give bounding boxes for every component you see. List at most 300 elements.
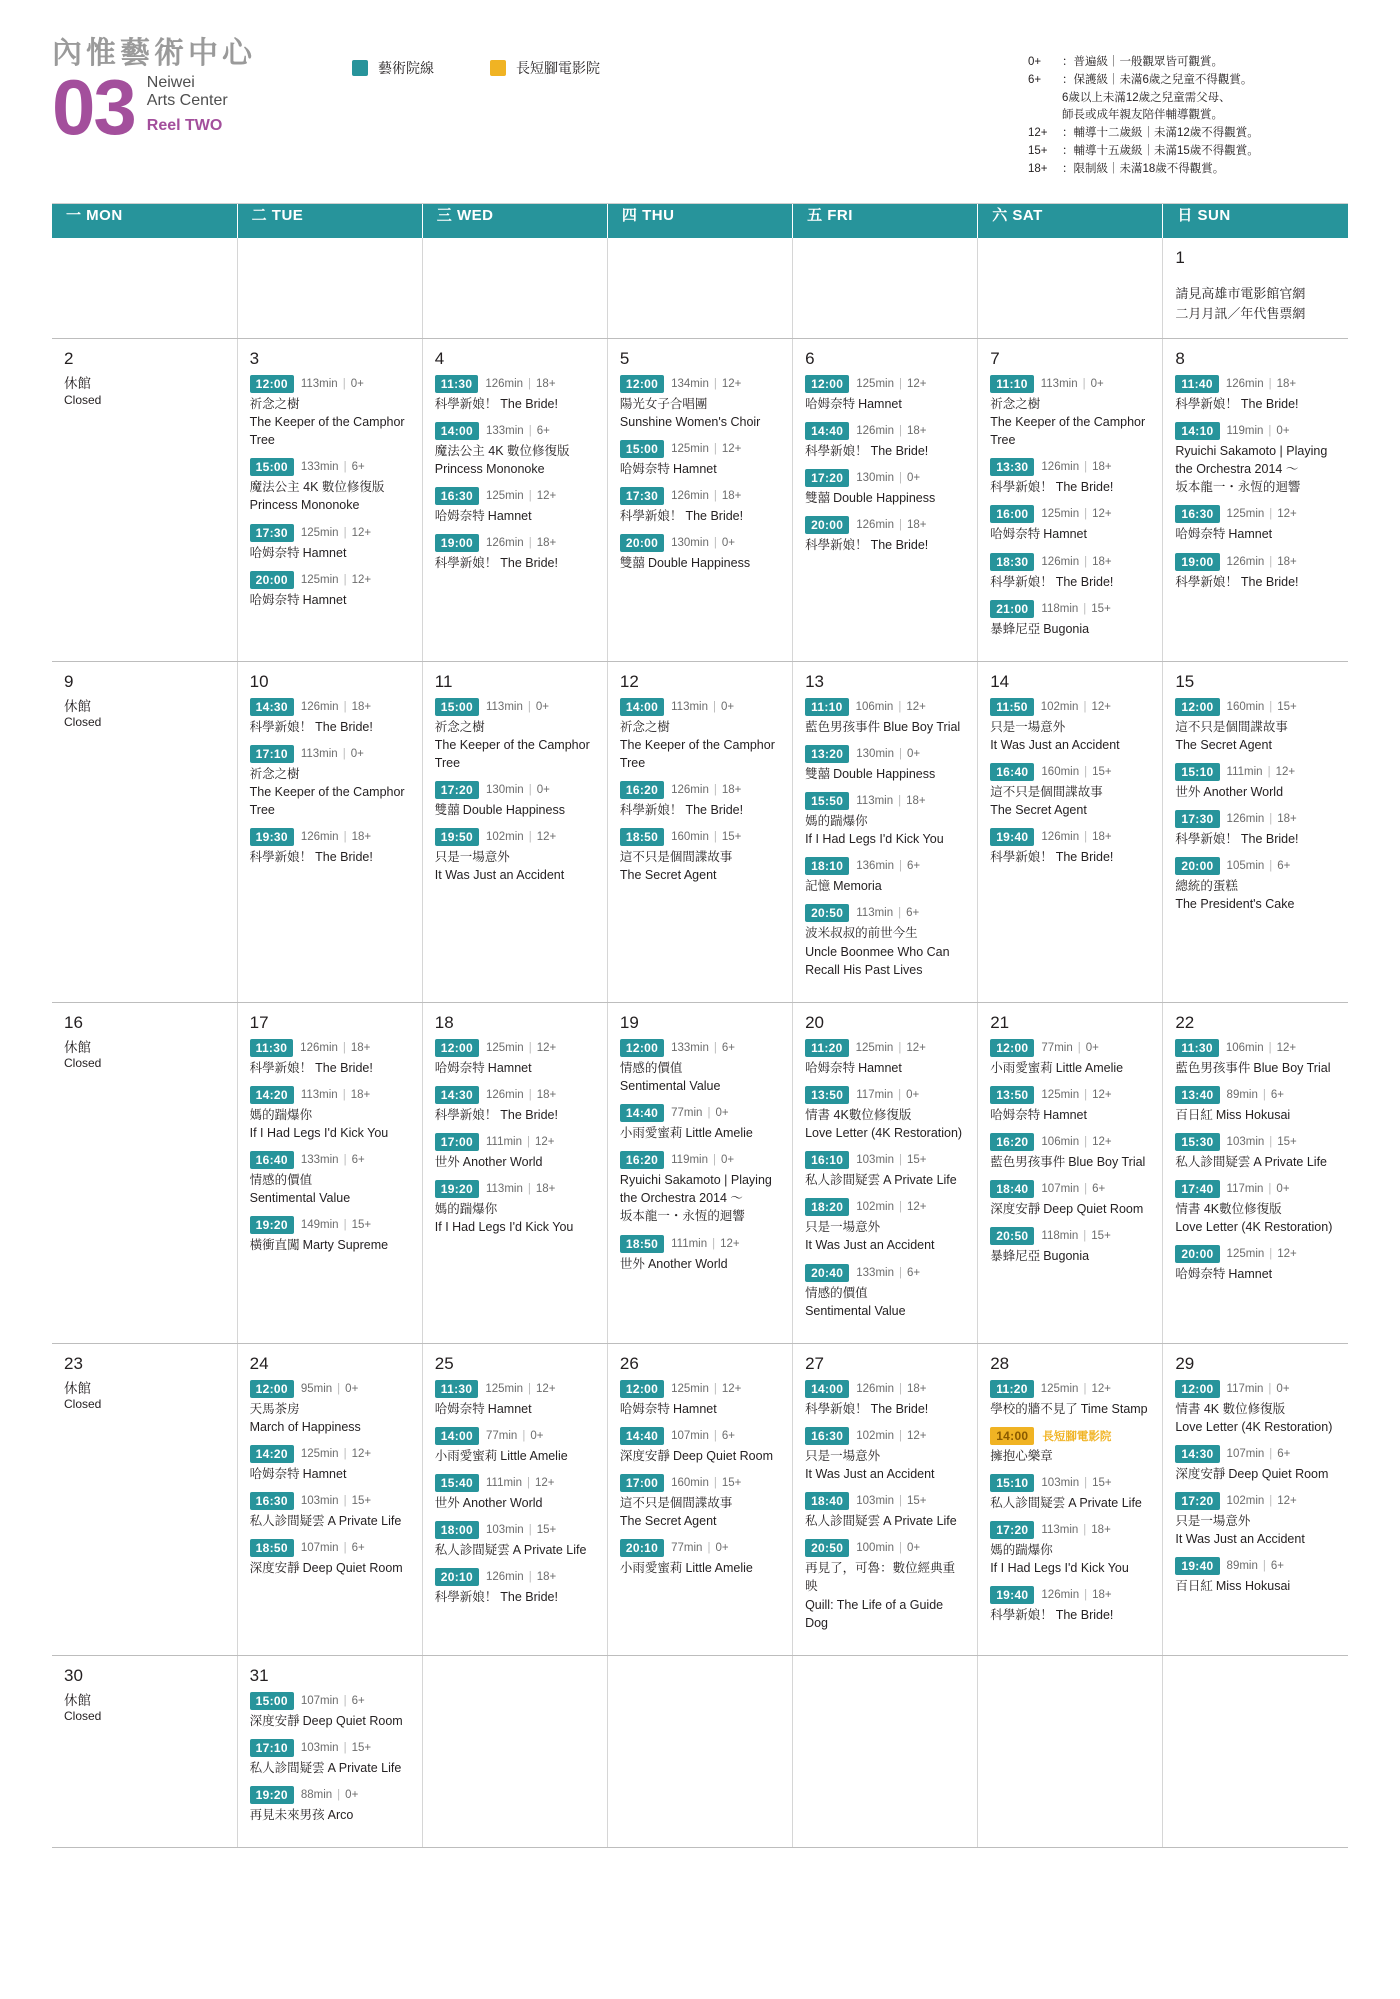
screening-title[interactable] [805,1447,967,1483]
screening-time[interactable]: 20:40 [805,1264,849,1282]
screening-time[interactable]: 15:00 [435,698,479,716]
screening-time[interactable]: 13:30 [990,458,1034,476]
screening-title[interactable] [1175,1265,1338,1283]
screening-title[interactable] [1175,573,1338,591]
screening-title[interactable] [620,1559,782,1577]
screening-entry[interactable] [435,781,597,819]
screening-time[interactable]: 12:00 [990,1039,1034,1057]
screening-entry[interactable] [620,698,782,772]
screening-entry[interactable] [620,487,782,525]
screening-time[interactable]: 16:30 [250,1492,294,1510]
screening-title[interactable] [250,1759,412,1777]
screening-title[interactable] [990,1247,1152,1265]
screening-entry[interactable] [435,1474,597,1512]
screening-time[interactable]: 12:00 [620,1039,664,1057]
screening-entry[interactable] [620,1104,782,1142]
screening-title[interactable] [620,1059,782,1095]
screening-entry[interactable] [805,1039,967,1077]
screening-title[interactable] [1175,877,1338,913]
screening-time[interactable]: 19:40 [1175,1557,1219,1575]
screening-entry[interactable] [990,1227,1152,1265]
screening-time[interactable]: 14:00 [435,1427,479,1445]
screening-entry[interactable] [990,1427,1152,1465]
screening-entry[interactable] [435,698,597,772]
screening-entry[interactable] [1175,1445,1338,1483]
screening-time[interactable]: 12:00 [805,375,849,393]
screening-entry[interactable] [805,857,967,895]
screening-time[interactable]: 17:40 [1175,1180,1219,1198]
screening-title[interactable] [805,1559,967,1632]
screening-time[interactable]: 20:50 [990,1227,1034,1245]
screening-title[interactable] [435,554,597,572]
screening-title[interactable] [805,1284,967,1320]
screening-entry[interactable] [250,571,412,609]
screening-title[interactable] [435,801,597,819]
screening-title[interactable] [250,1171,412,1207]
screening-entry[interactable] [435,1427,597,1465]
screening-title[interactable] [250,1059,412,1077]
screening-time[interactable]: 18:50 [620,828,664,846]
screening-time[interactable]: 11:10 [990,375,1034,393]
screening-title[interactable] [1175,718,1338,754]
screening-time[interactable]: 16:20 [620,781,664,799]
screening-title[interactable] [805,395,967,413]
screening-time[interactable]: 11:30 [435,1380,479,1398]
screening-entry[interactable] [620,781,782,819]
screening-time[interactable]: 14:00 [805,1380,849,1398]
screening-time[interactable]: 12:00 [250,375,294,393]
screening-time[interactable]: 18:30 [990,553,1034,571]
screening-entry[interactable] [990,1180,1152,1218]
screening-title[interactable] [1175,395,1338,413]
screening-time[interactable]: 20:00 [620,534,664,552]
screening-title[interactable] [805,1106,967,1142]
screening-title[interactable] [1175,525,1338,543]
screening-entry[interactable] [990,1086,1152,1124]
screening-time[interactable]: 19:30 [250,828,294,846]
screening-entry[interactable] [435,487,597,525]
screening-time[interactable]: 19:00 [435,534,479,552]
screening-time[interactable]: 16:30 [805,1427,849,1445]
screening-time[interactable]: 16:00 [990,505,1034,523]
screening-time[interactable]: 18:20 [805,1198,849,1216]
screening-time[interactable]: 14:20 [250,1086,294,1104]
screening-entry[interactable] [250,1739,412,1777]
screening-time[interactable]: 14:40 [805,422,849,440]
screening-time[interactable]: 14:30 [435,1086,479,1104]
screening-title[interactable] [620,1255,782,1273]
screening-entry[interactable] [990,763,1152,819]
screening-entry[interactable] [250,1492,412,1530]
screening-title[interactable] [435,507,597,525]
screening-entry[interactable] [435,828,597,884]
screening-entry[interactable] [805,1492,967,1530]
screening-time[interactable]: 14:20 [250,1445,294,1463]
screening-entry[interactable] [435,1039,597,1077]
screening-title[interactable] [250,1236,412,1254]
screening-title[interactable] [805,1218,967,1254]
screening-time[interactable]: 12:00 [250,1380,294,1398]
screening-title[interactable] [250,395,412,449]
screening-time[interactable]: 11:50 [990,698,1034,716]
screening-title[interactable] [990,1447,1152,1465]
screening-entry[interactable] [435,375,597,413]
screening-title[interactable] [990,620,1152,638]
screening-title[interactable] [1175,1465,1338,1483]
screening-title[interactable] [1175,783,1338,801]
screening-entry[interactable] [620,1151,782,1225]
screening-title[interactable] [1175,1200,1338,1236]
screening-title[interactable] [620,718,782,772]
screening-entry[interactable] [435,422,597,478]
screening-entry[interactable] [805,1151,967,1189]
screening-entry[interactable] [1175,375,1338,413]
screening-entry[interactable] [805,792,967,848]
screening-entry[interactable] [990,375,1152,449]
screening-entry[interactable] [435,1086,597,1124]
screening-title[interactable] [990,1200,1152,1218]
screening-time[interactable]: 18:10 [805,857,849,875]
screening-title[interactable] [250,1400,412,1436]
screening-entry[interactable] [990,1133,1152,1171]
screening-time[interactable]: 14:40 [620,1104,664,1122]
screening-title[interactable] [805,536,967,554]
screening-entry[interactable] [990,1586,1152,1624]
screening-entry[interactable] [990,553,1152,591]
screening-title[interactable] [250,591,412,609]
screening-title[interactable] [990,573,1152,591]
screening-title[interactable] [620,395,782,431]
screening-time[interactable]: 19:20 [250,1216,294,1234]
screening-entry[interactable] [805,745,967,783]
screening-title[interactable] [435,1059,597,1077]
screening-title[interactable] [620,460,782,478]
screening-title[interactable] [990,1494,1152,1512]
screening-entry[interactable] [250,1039,412,1077]
screening-entry[interactable] [1175,1086,1338,1124]
screening-title[interactable] [435,718,597,772]
screening-time[interactable]: 16:30 [435,487,479,505]
screening-entry[interactable] [1175,1039,1338,1077]
screening-title[interactable] [435,1447,597,1465]
screening-time[interactable]: 17:10 [250,745,294,763]
screening-time[interactable]: 11:10 [805,698,849,716]
screening-time[interactable]: 15:50 [805,792,849,810]
screening-title[interactable] [1175,830,1338,848]
screening-title[interactable] [805,765,967,783]
screening-entry[interactable] [620,828,782,884]
screening-time[interactable]: 11:20 [990,1380,1034,1398]
screening-entry[interactable] [620,375,782,431]
screening-time[interactable]: 19:50 [435,828,479,846]
screening-title[interactable] [805,489,967,507]
screening-title[interactable] [250,1712,412,1730]
screening-time[interactable]: 14:40 [620,1427,664,1445]
screening-entry[interactable] [805,904,967,978]
screening-entry[interactable] [620,1039,782,1095]
screening-time[interactable]: 11:20 [805,1039,849,1057]
screening-entry[interactable] [805,422,967,460]
screening-time[interactable]: 12:00 [435,1039,479,1057]
screening-title[interactable] [435,395,597,413]
screening-entry[interactable] [805,1198,967,1254]
screening-title[interactable] [990,1400,1152,1418]
screening-time[interactable]: 17:10 [250,1739,294,1757]
screening-title[interactable] [1175,442,1338,496]
screening-entry[interactable] [1175,1133,1338,1171]
screening-title[interactable] [250,1806,412,1824]
screening-time[interactable]: 16:30 [1175,505,1219,523]
screening-time[interactable]: 16:20 [990,1133,1034,1151]
screening-entry[interactable] [435,1521,597,1559]
screening-title[interactable] [990,1153,1152,1171]
screening-entry[interactable] [990,1039,1152,1077]
screening-time[interactable]: 14:30 [250,698,294,716]
screening-entry[interactable] [990,505,1152,543]
screening-entry[interactable] [1175,698,1338,754]
screening-entry[interactable] [250,1539,412,1577]
screening-title[interactable] [620,554,782,572]
screening-entry[interactable] [805,698,967,736]
screening-title[interactable] [250,1106,412,1142]
screening-entry[interactable] [435,1180,597,1236]
screening-time[interactable]: 13:50 [990,1086,1034,1104]
screening-title[interactable] [620,848,782,884]
screening-time[interactable]: 13:40 [1175,1086,1219,1104]
screening-entry[interactable] [990,1380,1152,1418]
screening-time[interactable]: 12:00 [620,1380,664,1398]
screening-time[interactable]: 20:50 [805,1539,849,1557]
screening-time[interactable]: 17:20 [1175,1492,1219,1510]
screening-entry[interactable] [805,1086,967,1142]
screening-title[interactable] [805,812,967,848]
screening-title[interactable] [435,1588,597,1606]
screening-time[interactable]: 19:20 [250,1786,294,1804]
screening-title[interactable] [435,1541,597,1559]
screening-entry[interactable] [250,375,412,449]
screening-entry[interactable] [435,534,597,572]
screening-title[interactable] [1175,1153,1338,1171]
screening-time[interactable]: 13:50 [805,1086,849,1104]
screening-time[interactable]: 20:10 [620,1539,664,1557]
screening-entry[interactable] [990,1521,1152,1577]
screening-entry[interactable] [1175,1557,1338,1595]
screening-entry[interactable] [805,1427,967,1483]
screening-entry[interactable] [805,516,967,554]
screening-time[interactable]: 19:40 [990,1586,1034,1604]
screening-entry[interactable] [250,698,412,736]
screening-time[interactable]: 18:40 [990,1180,1034,1198]
screening-entry[interactable] [805,375,967,413]
screening-entry[interactable] [1175,1380,1338,1436]
screening-title[interactable] [1175,1400,1338,1436]
screening-entry[interactable] [250,828,412,866]
screening-time[interactable]: 20:10 [435,1568,479,1586]
screening-time[interactable]: 11:30 [1175,1039,1219,1057]
screening-title[interactable] [435,1400,597,1418]
screening-title[interactable] [990,718,1152,754]
screening-title[interactable] [805,442,967,460]
screening-title[interactable] [250,1465,412,1483]
screening-entry[interactable] [1175,505,1338,543]
screening-title[interactable] [620,1171,782,1225]
screening-entry[interactable] [620,1539,782,1577]
screening-time[interactable]: 11:30 [435,375,479,393]
screening-entry[interactable] [805,469,967,507]
screening-entry[interactable] [805,1539,967,1632]
screening-entry[interactable] [1175,1245,1338,1283]
screening-time[interactable]: 13:20 [805,745,849,763]
screening-title[interactable] [250,1512,412,1530]
screening-time[interactable]: 20:00 [1175,857,1219,875]
screening-title[interactable] [805,1400,967,1418]
screening-title[interactable] [990,478,1152,496]
screening-time[interactable]: 17:00 [435,1133,479,1151]
screening-entry[interactable] [1175,422,1338,496]
screening-title[interactable] [620,507,782,525]
screening-time[interactable]: 16:40 [990,763,1034,781]
screening-title[interactable] [250,718,412,736]
screening-time[interactable]: 17:30 [620,487,664,505]
screening-time[interactable]: 21:00 [990,600,1034,618]
screening-time[interactable]: 18:40 [805,1492,849,1510]
screening-entry[interactable] [620,1474,782,1530]
screening-entry[interactable] [620,534,782,572]
screening-title[interactable] [620,1400,782,1418]
screening-title[interactable] [1175,1577,1338,1595]
screening-time[interactable]: 16:40 [250,1151,294,1169]
screening-entry[interactable] [1175,1492,1338,1548]
screening-time[interactable]: 11:40 [1175,375,1219,393]
screening-time[interactable]: 11:30 [250,1039,294,1057]
screening-entry[interactable] [250,1692,412,1730]
screening-title[interactable] [435,848,597,884]
screening-title[interactable] [990,1606,1152,1624]
screening-time[interactable]: 12:00 [620,375,664,393]
screening-entry[interactable] [250,1216,412,1254]
screening-title[interactable] [805,718,967,736]
screening-entry[interactable] [805,1264,967,1320]
screening-title[interactable] [435,1106,597,1124]
screening-time[interactable]: 15:10 [990,1474,1034,1492]
screening-entry[interactable] [620,1380,782,1418]
screening-time[interactable]: 17:20 [990,1521,1034,1539]
screening-title[interactable] [990,1106,1152,1124]
screening-time[interactable]: 14:00 [620,698,664,716]
screening-entry[interactable] [1175,810,1338,848]
screening-time[interactable]: 14:00 [990,1427,1034,1445]
screening-entry[interactable] [250,1380,412,1436]
screening-title[interactable] [620,1447,782,1465]
screening-entry[interactable] [620,440,782,478]
screening-entry[interactable] [805,1380,967,1418]
screening-title[interactable] [805,1059,967,1077]
screening-entry[interactable] [250,524,412,562]
screening-time[interactable]: 17:00 [620,1474,664,1492]
screening-time[interactable]: 14:30 [1175,1445,1219,1463]
screening-entry[interactable] [620,1427,782,1465]
screening-time[interactable]: 15:40 [435,1474,479,1492]
screening-entry[interactable] [250,1151,412,1207]
screening-title[interactable] [990,395,1152,449]
screening-time[interactable]: 12:00 [1175,698,1219,716]
screening-time[interactable]: 17:20 [805,469,849,487]
screening-entry[interactable] [250,1786,412,1824]
screening-title[interactable] [435,442,597,478]
screening-entry[interactable] [990,1474,1152,1512]
screening-title[interactable] [250,1559,412,1577]
screening-title[interactable] [990,525,1152,543]
screening-title[interactable] [805,1512,967,1530]
screening-entry[interactable] [990,828,1152,866]
screening-entry[interactable] [1175,553,1338,591]
screening-time[interactable]: 19:00 [1175,553,1219,571]
screening-title[interactable] [805,877,967,895]
screening-entry[interactable] [990,600,1152,638]
screening-title[interactable] [1175,1106,1338,1124]
screening-time[interactable]: 15:30 [1175,1133,1219,1151]
screening-title[interactable] [435,1494,597,1512]
screening-time[interactable]: 20:00 [1175,1245,1219,1263]
screening-title[interactable] [805,924,967,978]
screening-entry[interactable] [1175,763,1338,801]
screening-entry[interactable] [250,745,412,819]
screening-time[interactable]: 19:40 [990,828,1034,846]
screening-title[interactable] [435,1153,597,1171]
screening-title[interactable] [435,1200,597,1236]
screening-time[interactable]: 18:50 [250,1539,294,1557]
screening-entry[interactable] [1175,1180,1338,1236]
screening-time[interactable]: 15:00 [620,440,664,458]
screening-entry[interactable] [1175,857,1338,913]
screening-title[interactable] [1175,1512,1338,1548]
screening-entry[interactable] [435,1380,597,1418]
screening-title[interactable] [990,1059,1152,1077]
screening-title[interactable] [250,848,412,866]
screening-title[interactable] [805,1171,967,1189]
screening-entry[interactable] [250,458,412,514]
screening-time[interactable]: 20:50 [805,904,849,922]
screening-time[interactable]: 15:00 [250,1692,294,1710]
screening-time[interactable]: 12:00 [1175,1380,1219,1398]
screening-entry[interactable] [990,698,1152,754]
screening-time[interactable]: 18:00 [435,1521,479,1539]
screening-time[interactable]: 17:20 [435,781,479,799]
screening-entry[interactable] [250,1086,412,1142]
screening-time[interactable]: 16:20 [620,1151,664,1169]
screening-title[interactable] [620,801,782,819]
screening-time[interactable]: 16:10 [805,1151,849,1169]
screening-time[interactable]: 14:10 [1175,422,1219,440]
screening-time[interactable]: 15:10 [1175,763,1219,781]
screening-title[interactable] [990,848,1152,866]
screening-time[interactable]: 20:00 [250,571,294,589]
screening-time[interactable]: 15:00 [250,458,294,476]
screening-time[interactable]: 18:50 [620,1235,664,1253]
screening-entry[interactable] [990,458,1152,496]
screening-title[interactable] [990,1541,1152,1577]
screening-entry[interactable] [435,1568,597,1606]
screening-title[interactable] [250,544,412,562]
screening-time[interactable]: 14:00 [435,422,479,440]
screening-title[interactable] [990,783,1152,819]
screening-time[interactable]: 17:30 [250,524,294,542]
screening-time[interactable]: 20:00 [805,516,849,534]
screening-time[interactable]: 19:20 [435,1180,479,1198]
screening-title[interactable] [620,1494,782,1530]
screening-title[interactable] [250,765,412,819]
screening-entry[interactable] [435,1133,597,1171]
